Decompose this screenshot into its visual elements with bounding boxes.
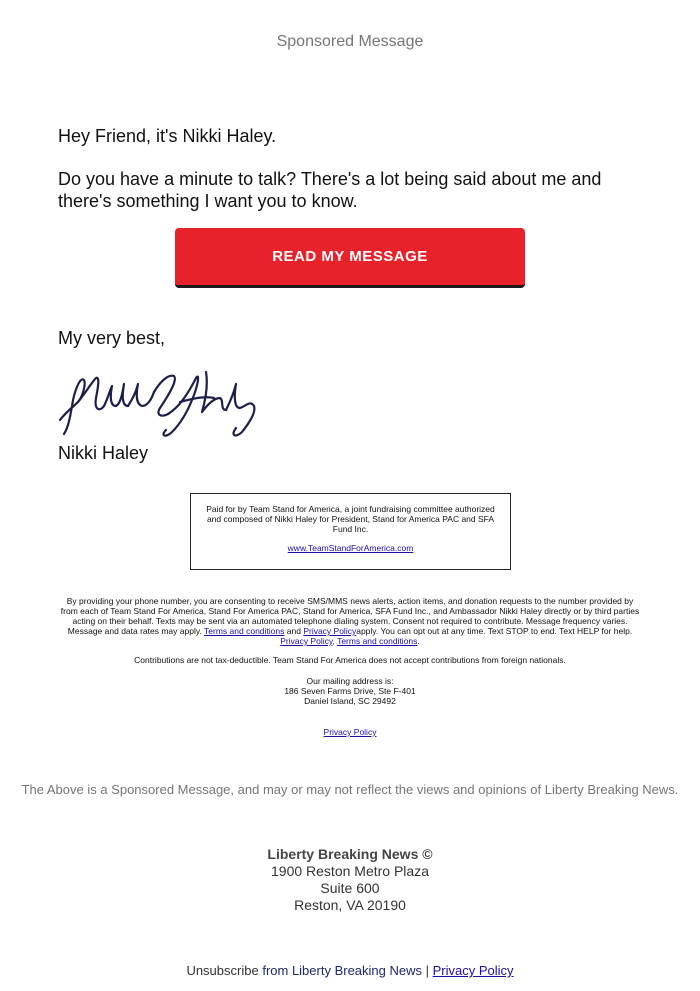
privacy-policy-link-2[interactable]: Privacy Policy [280,636,333,646]
sponsored-message-label: Sponsored Message [276,33,424,50]
publisher-footer [0,846,700,914]
privacy-policy-footer [58,727,642,737]
mailing-address [58,676,642,706]
signature-text: Nikki R. Haley [56,362,63,363]
intro-text: Do you have a minute to talk? There's a lot being said about me and there's something I want you to know. [58,169,602,211]
unsubscribe-link[interactable]: Unsubscribe [186,963,259,978]
footer-privacy-policy-link[interactable]: Privacy Policy [432,963,514,978]
closing-text: My very best, [58,328,166,348]
unsubscribe-from-text: from Liberty Breaking News [262,963,422,978]
terms-link[interactable]: Terms and conditions [204,626,285,636]
signature-image [56,362,262,442]
paid-for-text: Paid for by Team Stand for America, a joint fundraising committee authorized and composed of Nikki Haley for President, Stand for America PAC and SFA Fund Inc. [206,504,495,534]
address-line-1: 186 Seven Farms Drive, Ste F-401 [284,686,416,696]
sms-consent-text [58,596,642,646]
greeting-text: Hey Friend, it's Nikki Haley. [58,126,277,146]
signer-name: Nikki Haley [58,443,149,463]
footer-address-1: 1900 Reston Metro Plaza [271,863,429,879]
footer-address-3: Reston, VA 20190 [294,897,406,913]
paid-for-disclaimer-box [190,493,511,570]
unsubscribe-row [0,963,700,978]
company-name: Liberty Breaking News © [267,846,433,862]
consent-body: By providing your phone number, you are consenting to receive SMS/MMS news alerts, action items, and donation requests to the number provided by from each of Team Stand For America, Stand For America PAC, Stand for America, SFA Fund Inc., and Ambassador Nikki Haley directly or by third parties acting on their behalf. Texts may be sent via an automated telephone dialing system. Consent not required to contribute. Message frequency varies. Message and data rates may apply. [60,596,640,636]
mailing-heading: Our mailing address is: [306,676,394,686]
footer-address-2: Suite 600 [320,880,380,896]
privacy-policy-link[interactable]: Privacy Policy [303,626,357,636]
terms-link-2[interactable]: Terms and conditions [337,636,418,646]
address-line-2: Daniel Island, SC 29492 [304,696,396,706]
sponsored-disclaimer: The Above is a Sponsored Message, and may or may not reflect the views and opinions of Liberty Breaking News. [21,782,679,797]
period: . [417,636,420,646]
privacy-policy-link-footer[interactable]: Privacy Policy [323,727,377,737]
tax-deductible-text: Contributions are not tax-deductible. Team Stand For America does not accept contributions from foreign nationals. [134,655,566,665]
team-stand-for-america-link[interactable]: www.TeamStandForAmerica.com [287,543,414,553]
read-my-message-button[interactable]: READ MY MESSAGE [175,228,525,288]
separator: | [425,963,430,978]
and-word: and [286,626,301,636]
apply-text: apply. You can opt out at any time. Text STOP to end. Text HELP for help. [356,626,633,636]
comma: , [332,636,335,646]
